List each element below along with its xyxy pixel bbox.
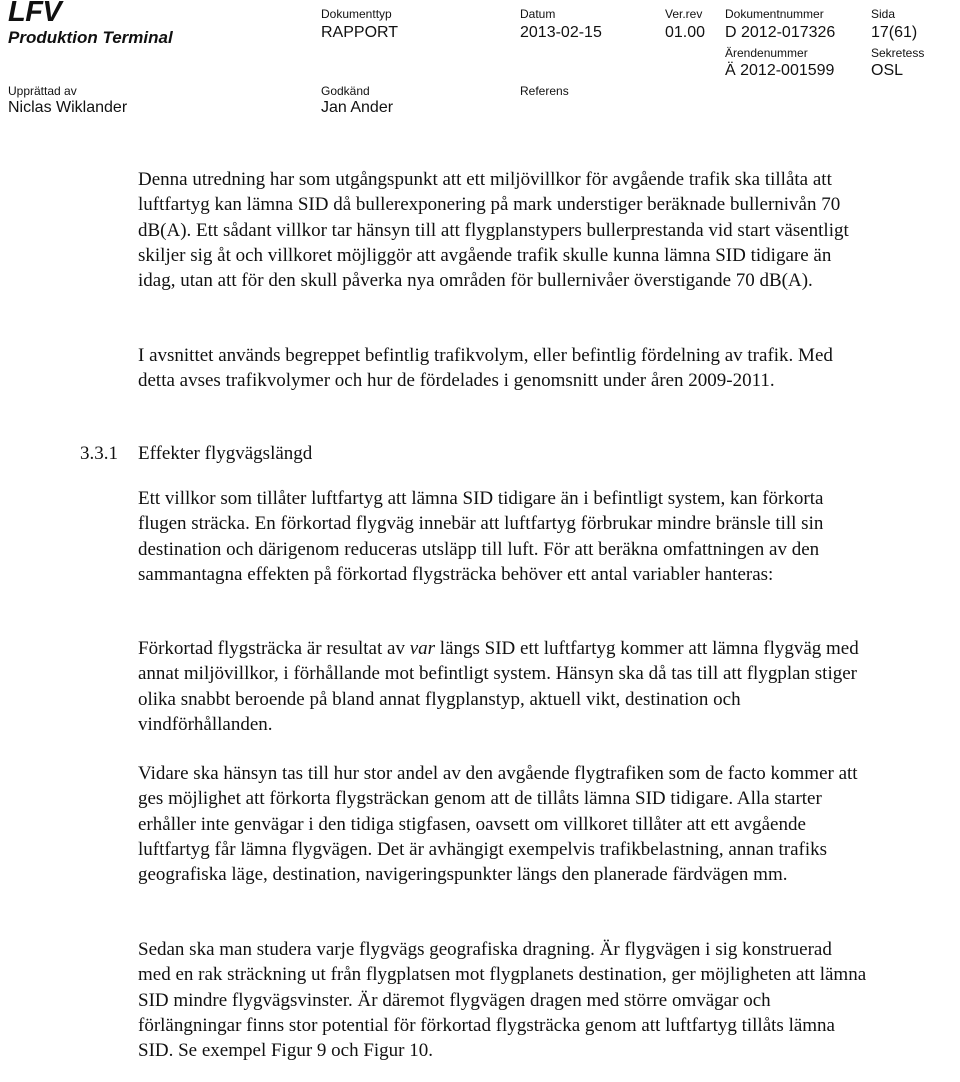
date-value: 2013-02-15 — [520, 24, 602, 41]
section-paragraph-1 — [138, 486, 868, 587]
section-paragraph-3 — [138, 761, 868, 887]
case-number-value: Ä 2012-001599 — [725, 62, 835, 79]
reference-label: Referens — [520, 84, 569, 98]
approved-label: Godkänd — [321, 84, 370, 98]
doctype-label: Dokumenttyp — [321, 7, 392, 21]
paragraph-text: I avsnittet används begreppet befintlig trafikvolym, eller befintlig fördelning av trafik. Med detta avses trafikvolymer och hur de fördelades i genomsnitt under åren 2009-2011. — [138, 345, 833, 392]
section-title: Effekter flygvägslängd — [138, 443, 313, 464]
paragraph-text-end: längs SID ett luftfartyg kommer att lämna flygväg med annat miljövillkor, i förhållande mot befintligt system. Hänsyn ska då tas till att flygplan stiger olika snabbt beroende på bland annat flygplanstyp, aktuell vikt, destination och vindförhållanden. — [138, 638, 859, 735]
case-number-label: Ärendenummer — [725, 46, 808, 60]
intro-paragraph-2 — [138, 343, 868, 394]
section-paragraph-4 — [138, 937, 868, 1063]
approved-value: Jan Ander — [321, 99, 394, 116]
intro-paragraph-1 — [138, 167, 868, 293]
page-number: 17(61) — [871, 24, 918, 41]
section-paragraph-2 — [138, 636, 868, 737]
author-label: Upprättad av — [8, 84, 77, 98]
emphasis-word: var — [409, 638, 436, 659]
paragraph-text-start: Förkortad flygsträcka är resultat av — [138, 638, 410, 659]
lfv-logo: LFV — [8, 0, 62, 28]
secrecy-value: OSL — [871, 62, 904, 79]
date-label: Datum — [520, 7, 556, 21]
organization-name: Produktion Terminal — [8, 28, 173, 47]
author-value: Niclas Wiklander — [8, 99, 128, 116]
docnumber-value: D 2012-017326 — [725, 24, 836, 41]
paragraph-text: Ett villkor som tillåter luftfartyg att lämna SID tidigare än i befintligt system, kan förkorta flugen sträcka. En förkortad flygväg innebär att luftfartyg förbrukar mindre bränsle till sin destination och därigenom reduceras utsläpp till luft. För att beräkna omfattningen av den sammantagna effekten på förkortad flygsträcka behöver ett antal variabler hanteras: — [138, 488, 824, 585]
paragraph-text: Denna utredning har som utgångspunkt att ett miljövillkor för avgående trafik ska tillåta att luftfartyg kan lämna SID då bullerexponering på mark understiger beräknade bullernivån 70 dB(A). Ett sådant villkor tar hänsyn till att flygplanstypers bullerprestanda vid start väsentligt skiljer sig åt och villkoret möjliggör att avgående trafik skulle kunna lämna SID tidigare än idag, utan att för den skull påverka nya områden för bullernivåer överstigande 70 dB(A). — [138, 169, 849, 292]
section-number: 3.3.1 — [80, 443, 118, 464]
version-value: 01.00 — [665, 24, 706, 41]
paragraph-text — [138, 636, 868, 737]
docnumber-label: Dokumentnummer — [725, 7, 824, 21]
secrecy-label: Sekretess — [871, 46, 925, 60]
version-label: Ver.rev — [665, 7, 703, 21]
doctype-value: RAPPORT — [321, 24, 399, 41]
paragraph-text: Vidare ska hänsyn tas till hur stor andel av den avgående flygtrafiken som de facto kommer att ges möjlighet att förkorta flygsträckan genom att de tillåts lämna SID tidigare. Alla starter erhåller inte genvägar i den tidiga stigfasen, oavsett om villkoret tillåter att ett avgående luftfartyg får lämna flygvägen. Det är avhängigt exempelvis trafikbelastning, annan trafiks geografiska läge, destination, navigeringspunkter längs den planerade färdvägen mm. — [138, 763, 858, 886]
paragraph-text: Sedan ska man studera varje flygvägs geografiska dragning. Är flygvägen i sig konstruerad med en rak sträckning ut från flygplatsen mot flygplanets destination, ger möjligheten att lämna SID mindre flygvägsvinster. Är däremot flygvägen dragen med större omvägar och förlängningar finns stor potential för förkortad flygsträcka genom att luftfartyg tillåts lämna SID. Se exempel Figur 9 och Figur 10. — [138, 939, 867, 1062]
page-label: Sida — [871, 7, 896, 21]
